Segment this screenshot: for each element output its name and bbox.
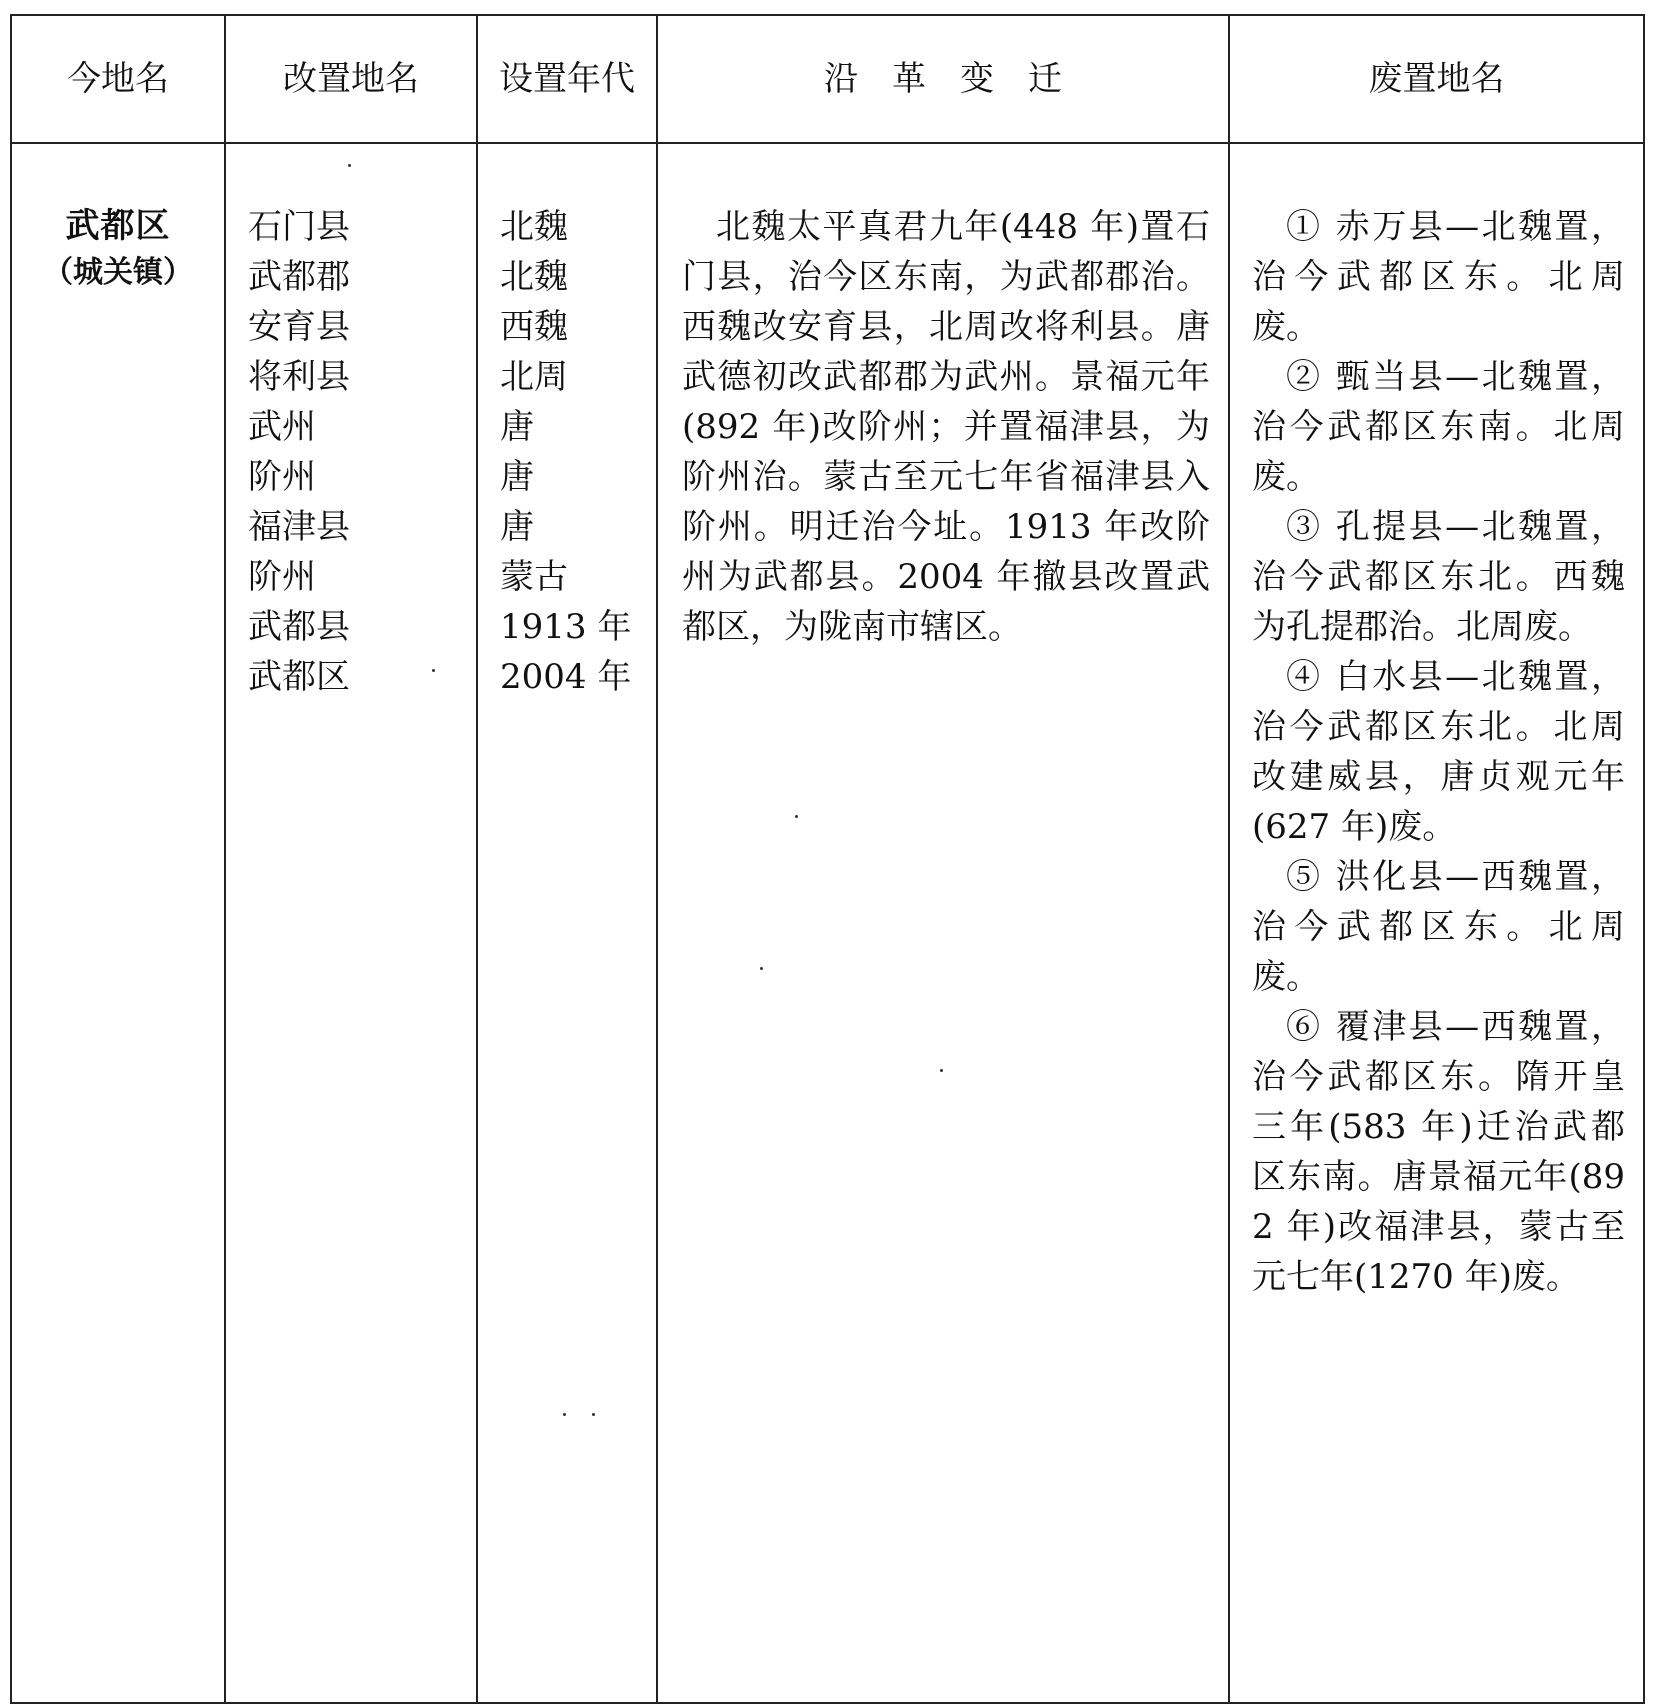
renamed-place: 将利县	[248, 357, 350, 397]
header-current-name: 今地名	[11, 15, 225, 143]
abolished-entry: ⑤ 洪化县—西魏置，治今武都区东。北周废。	[1252, 857, 1625, 997]
table-row	[11, 143, 1644, 1703]
scan-speck	[348, 164, 351, 167]
period: 北魏	[500, 207, 568, 247]
header-abolished: 废置地名	[1229, 15, 1644, 143]
renamed-place: 阶州	[248, 557, 316, 597]
renamed-place: 武州	[248, 407, 316, 447]
abolished-entry: ⑥ 覆津县—西魏置，治今武都区东。隋开皇三年(583 年)迁治武都区东南。唐景福元年(892 年)改福津县，蒙古至元七年(1270 年)废。	[1252, 1007, 1625, 1297]
period: 西魏	[500, 307, 568, 347]
period: 北魏	[500, 257, 568, 297]
history-cell	[657, 143, 1229, 1703]
abolished-entry: ① 赤万县—北魏置，治今武都区东。北周废。	[1252, 207, 1625, 347]
scan-speck	[432, 669, 435, 672]
abolished-entry: ② 甄当县—北魏置，治今武都区东南。北周废。	[1252, 357, 1625, 497]
abolished-entry: ④ 白水县—北魏置，治今武都区东北。北周改建威县，唐贞观元年(627 年)废。	[1252, 657, 1625, 847]
header-renamed-place: 改置地名	[225, 15, 477, 143]
renamed-place: 安育县	[248, 307, 350, 347]
period: 唐	[500, 407, 534, 447]
header-history: 沿 革 变 迁	[657, 15, 1229, 143]
current-name-cell	[11, 143, 225, 1703]
abolished-cell	[1229, 143, 1644, 1703]
header-period: 设置年代	[477, 15, 657, 143]
scan-speck	[592, 1413, 595, 1416]
period: 唐	[500, 507, 534, 547]
scan-speck	[563, 1413, 566, 1416]
renamed-place: 武都县	[248, 607, 350, 647]
table-header-row	[11, 15, 1644, 143]
history-text: 北魏太平真君九年(448 年)置石门县，治今区东南，为武都郡治。西魏改安育县，北周改将利县。唐武德初改武都郡为武州。景福元年(892 年)改阶州；并置福津县，为阶州治。蒙古至元七年省福津县入阶州。明迁治今址。1913 年改阶州为武都县。2004 年撤县改置武都区，为陇南市辖区。	[682, 207, 1210, 647]
history-table	[10, 14, 1645, 1704]
period: 北周	[500, 357, 568, 397]
scan-speck	[795, 815, 798, 818]
period: 唐	[500, 457, 534, 497]
current-town: （城关镇）	[43, 255, 193, 290]
abolished-entry: ③ 孔提县—北魏置，治今武都区东北。西魏为孔提郡治。北周废。	[1252, 507, 1625, 647]
renamed-place: 武都郡	[248, 257, 350, 297]
renamed-place: 阶州	[248, 457, 316, 497]
period: 2004 年	[500, 657, 632, 697]
period: 蒙古	[500, 557, 568, 597]
renamed-place: 福津县	[248, 507, 350, 547]
renamed-place: 武都区	[248, 657, 350, 697]
current-name: 武都区	[65, 206, 171, 246]
scan-speck	[760, 967, 763, 970]
renamed-places-cell	[225, 143, 477, 1703]
period: 1913 年	[500, 607, 632, 647]
scan-speck	[940, 1069, 943, 1072]
renamed-place: 石门县	[248, 207, 350, 247]
periods-cell	[477, 143, 657, 1703]
